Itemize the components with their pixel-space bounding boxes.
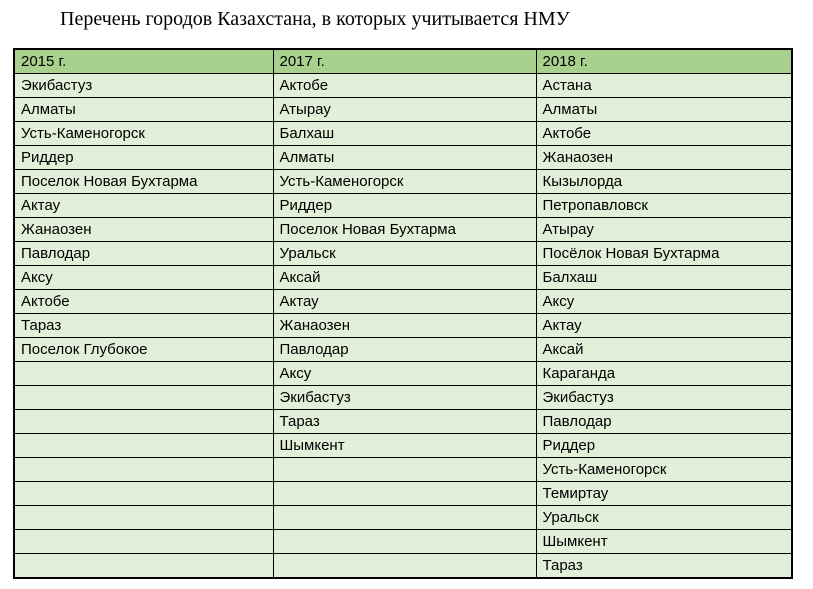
table-cell: Уральск: [536, 506, 792, 530]
table-cell: [273, 458, 536, 482]
table-cell: [273, 506, 536, 530]
table-cell: Актобе: [273, 74, 536, 98]
table-row: [14, 506, 792, 530]
table-row: [14, 458, 792, 482]
table-cell: Аксай: [536, 338, 792, 362]
table-cell: Темиртау: [536, 482, 792, 506]
table-cell: Жанаозен: [536, 146, 792, 170]
table-cell: Аксу: [536, 290, 792, 314]
table-cell: [14, 410, 273, 434]
table-cell: Посёлок Новая Бухтарма: [536, 242, 792, 266]
table-row: [14, 122, 792, 146]
table-row: [14, 98, 792, 122]
table-cell: Балхаш: [536, 266, 792, 290]
table-row: [14, 290, 792, 314]
table-cell: Тараз: [273, 410, 536, 434]
table-cell: Экибастуз: [14, 74, 273, 98]
table-cell: Поселок Глубокое: [14, 338, 273, 362]
table-cell: Кызылорда: [536, 170, 792, 194]
table-cell: Риддер: [536, 434, 792, 458]
table-cell: [14, 362, 273, 386]
table-cell: Риддер: [14, 146, 273, 170]
table-cell: Поселок Новая Бухтарма: [273, 218, 536, 242]
table-cell: Павлодар: [14, 242, 273, 266]
table-cell: Балхаш: [273, 122, 536, 146]
table-cell: Уральск: [273, 242, 536, 266]
table-cell: Жанаозен: [273, 314, 536, 338]
table-cell: Алматы: [14, 98, 273, 122]
table-cell: [14, 482, 273, 506]
table-header-row: [14, 49, 792, 74]
table-cell: [14, 386, 273, 410]
table-cell: Актау: [14, 194, 273, 218]
table-cell: Усть-Каменогорск: [14, 122, 273, 146]
table-cell: Шымкент: [536, 530, 792, 554]
table-row: [14, 194, 792, 218]
table-cell: Усть-Каменогорск: [536, 458, 792, 482]
table-row: [14, 434, 792, 458]
column-header-2017: 2017 г.: [273, 49, 536, 74]
table-row: [14, 218, 792, 242]
table-row: [14, 242, 792, 266]
table-cell: Караганда: [536, 362, 792, 386]
table-row: [14, 362, 792, 386]
table-cell: Поселок Новая Бухтарма: [14, 170, 273, 194]
table-cell: Павлодар: [536, 410, 792, 434]
table-cell: Шымкент: [273, 434, 536, 458]
table-cell: [273, 554, 536, 579]
page-title: Перечень городов Казахстана, в которых учитывается НМУ: [60, 8, 570, 30]
table-row: [14, 554, 792, 579]
table-cell: Тараз: [536, 554, 792, 579]
table-cell: Аксу: [14, 266, 273, 290]
table-cell: Петропавловск: [536, 194, 792, 218]
table-cell: Экибастуз: [536, 386, 792, 410]
table-cell: Актау: [536, 314, 792, 338]
table-row: [14, 530, 792, 554]
table-cell: Риддер: [273, 194, 536, 218]
table-row: [14, 482, 792, 506]
table-cell: [14, 458, 273, 482]
column-header-2018: 2018 г.: [536, 49, 792, 74]
table-cell: [14, 434, 273, 458]
table-cell: Аксай: [273, 266, 536, 290]
table-cell: Жанаозен: [14, 218, 273, 242]
table-cell: [14, 506, 273, 530]
table-cell: Усть-Каменогорск: [273, 170, 536, 194]
table-body: [14, 74, 792, 579]
table-cell: Экибастуз: [273, 386, 536, 410]
table-row: [14, 266, 792, 290]
table-row: [14, 314, 792, 338]
cities-table: [13, 48, 793, 579]
table-cell: Актобе: [536, 122, 792, 146]
table-row: [14, 386, 792, 410]
column-header-2015: 2015 г.: [14, 49, 273, 74]
table-row: [14, 410, 792, 434]
table-cell: Тараз: [14, 314, 273, 338]
table-cell: [273, 530, 536, 554]
table-cell: Алматы: [273, 146, 536, 170]
table-cell: [14, 530, 273, 554]
table-cell: [14, 554, 273, 579]
table-cell: Атырау: [536, 218, 792, 242]
table-row: [14, 338, 792, 362]
table-cell: Павлодар: [273, 338, 536, 362]
table-row: [14, 170, 792, 194]
table-cell: Астана: [536, 74, 792, 98]
table-row: [14, 146, 792, 170]
table-cell: Алматы: [536, 98, 792, 122]
table-cell: Актау: [273, 290, 536, 314]
table-cell: Актобе: [14, 290, 273, 314]
table-cell: Атырау: [273, 98, 536, 122]
table-row: [14, 74, 792, 98]
table-cell: Аксу: [273, 362, 536, 386]
table-cell: [273, 482, 536, 506]
